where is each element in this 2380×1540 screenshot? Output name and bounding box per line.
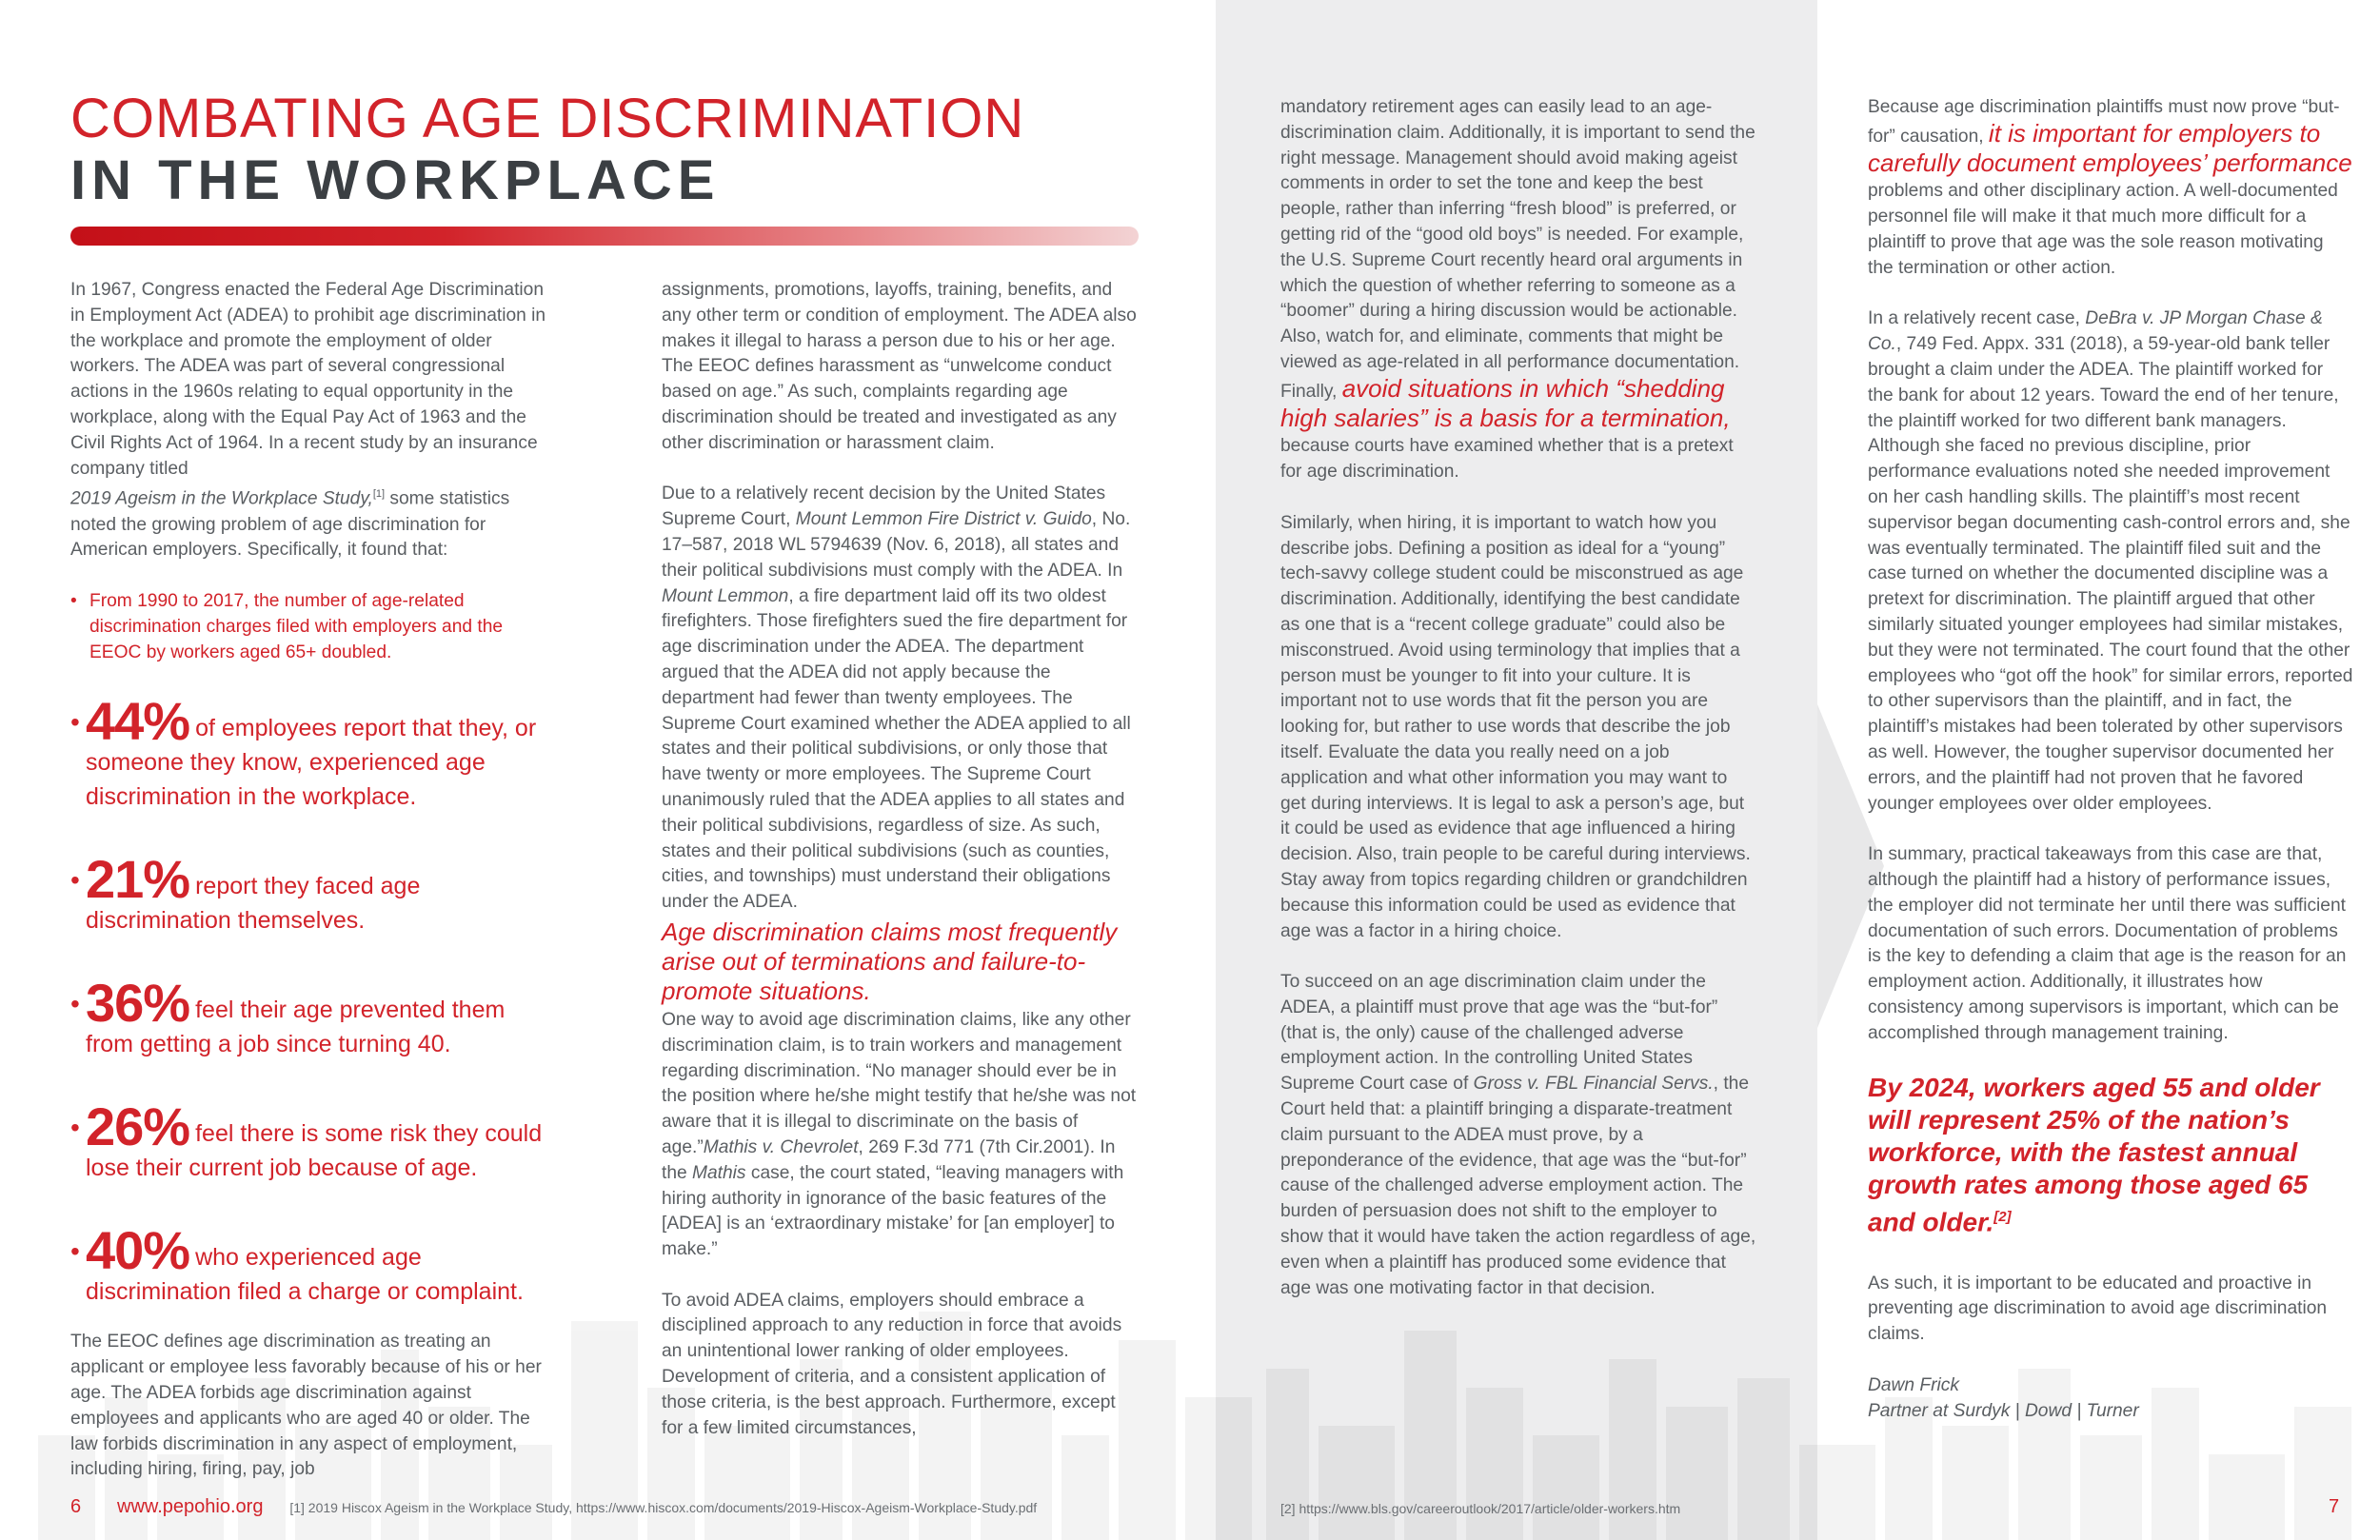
text-span: In a relatively recent case, xyxy=(1868,308,2086,329)
text-span: mandatory retirement ages can easily lead to an age-discrimination claim. Additionally, it is important to send the right message. Management should avoid making ageist comments in order to set the tone and keep the best people, rather than inferring “fresh blood” is preferred, or getting rid of the “good old boys” is needed. For example, the U.S. Supreme Court recently heard oral arguments in which the question of whether referring to someone as a “boomer” during a hiring discussion would be actionable. Also, watch for, and eliminate, comments that might be viewed as age-related in all performance documentation. Finally, xyxy=(1280,97,1755,402)
workforce-callout xyxy=(1868,1072,2353,1238)
column-3 xyxy=(1280,95,1756,1301)
text-span: , 269 F.3d 771 (7th Cir.2001). In the xyxy=(662,1136,1116,1183)
title-line-2: IN THE WORKPLACE xyxy=(70,149,721,211)
stat-text: of employees report that they, or someone they know, experienced age discrimination in the workplace. xyxy=(86,715,537,811)
page-number-left: 6 xyxy=(70,1496,82,1517)
stat-item xyxy=(70,691,546,814)
stat-item xyxy=(70,1096,546,1185)
text-span: case, the court stated, “leaving managers with hiring authority in ignorance of the basic features of the [ADEA] is an ‘extraordinary mistake’ for [an employer] to make.” xyxy=(662,1162,1124,1260)
but-for-paragraph xyxy=(1280,970,1756,1301)
author-name: Dawn Frick xyxy=(1868,1374,1959,1395)
documentation-paragraph xyxy=(1868,95,2353,282)
text-span: Because age discrimination plaintiffs must now prove “but-for” causation, xyxy=(1868,97,2340,147)
case-name: Gross v. FBL Financial Servs. xyxy=(1473,1074,1714,1095)
stat-value: 36% xyxy=(86,973,190,1034)
stat-text: who experienced age discrimination filed a charge or complaint. xyxy=(86,1244,524,1306)
title-underline-bar xyxy=(70,227,1139,246)
column-4 xyxy=(1868,95,2353,1424)
pull-quote-documentation: it is important for employers to carefully document employees’ performance xyxy=(1868,118,2352,177)
footnote-ref-2: [2] xyxy=(1993,1209,2012,1226)
training-paragraph xyxy=(662,1008,1138,1263)
hiring-paragraph: Similarly, when hiring, it is important to watch how you describe jobs. Defining a position as ideal for a “young” tech-savvy college student could be misconstrued as age discrimination. Additionally, identifying the best candidate as one that is a “recent college graduate” could also be misconstrued. Avoid using terminology that implies that a person must be younger to fit into your culture. It is important not to use words that fit the person you are looking for, but rather to use words that describe the job itself. Evaluate the data you really need on a job application and what other information you may want to get during interviews. It is legal to ask a person’s age, but it could be used as evidence that age influenced a hiring decision. Also, train people to be careful during interviews. Stay away from topics regarding children or grandchildren because this information could be used as evidence that age was a factor in a hiring choice. xyxy=(1280,512,1751,941)
page-number-right: 7 xyxy=(2329,1496,2340,1517)
summary-paragraph: In summary, practical takeaways from this case are that, although the plaintiff had a history of performance issues, the employer did not terminate her until there was sufficient documentation of such errors. Documentation of problems is the key to defending a claim that age is the reason for an employment action. Additionally, it illustrates how consistency among supervisors is important, which can be accomplished through management training. xyxy=(1868,844,2347,1043)
text-span: , No. 17–587, 2018 WL 5794639 (Nov. 6, 2018), all states and their political subdivisions must comply with the ADEA. In xyxy=(662,509,1131,581)
stat-text: feel their age prevented them from getting a job since turning 40. xyxy=(86,997,506,1058)
case-name: Mathis xyxy=(692,1162,746,1183)
mount-lemmon-paragraph xyxy=(662,482,1138,916)
left-footer xyxy=(70,1496,1037,1518)
stat-item xyxy=(70,1220,546,1309)
text-span: Due to a relatively recent decision by the United States Supreme Court, xyxy=(662,484,1106,530)
stat-item xyxy=(70,973,546,1061)
footnote-ref-1: [1] xyxy=(372,488,386,501)
stat-value: 26% xyxy=(86,1096,190,1157)
text-span: because courts have examined whether that is a pretext for age discrimination. xyxy=(1280,436,1734,483)
intro-text-end: some statistics noted the growing problem of age discrimination for American employers. Specifically, it found that: xyxy=(70,488,510,561)
case-name: Mount Lemmon Fire District v. Guido xyxy=(795,509,1092,530)
stat-value: 44% xyxy=(86,691,190,752)
debra-case-paragraph xyxy=(1868,306,2353,817)
column-2 xyxy=(662,278,1138,1441)
column-1 xyxy=(70,278,546,1483)
case-name: Mount Lemmon xyxy=(662,585,789,606)
title-line-1: COMBATING AGE DISCRIMINATION xyxy=(70,88,1025,149)
stat-text: report they faced age discrimination themselves. xyxy=(86,873,421,935)
stat-value: 40% xyxy=(86,1220,190,1281)
author-title: Partner at Surdyk | Dowd | Turner xyxy=(1868,1400,2139,1421)
eeoc-definition-paragraph: The EEOC defines age discrimination as treating an applicant or employee less favorably because of his or her age. The ADEA forbids age discrimination against employees and applicants who are aged 40 or older. The law forbids discrimination in any aspect of employment, including hiring, firing, pay, job xyxy=(70,1332,542,1480)
study-title: 2019 Ageism in the Workplace Study, xyxy=(70,488,373,509)
text-span: One way to avoid age discrimination claims, like any other discrimination claim, is to train workers and management regarding discrimination. “No manager should ever be in the position where he/she might testify that he/she was not aware that it is illegal to discriminate on the basis of age.” xyxy=(662,1009,1137,1157)
text-span: , 749 Fed. Appx. 331 (2018), a 59-year-old bank teller brought a claim under the ADEA. The plaintiff worked for the bank for about 12 years. Toward the end of her tenure, the plaintiff worked for two different bank managers. Although she faced no previous discipline, prior performance evaluations noted she needed improvement on her cash handling skills. The plaintiff’s most recent supervisor began documenting cash-control errors and, she was eventually terminated. The plaintiff filed suit and the case turned on whether the documented discipline was a pretext for discrimination. The plaintiff argued that other similarly situated younger employees had similar mistakes, but they were not terminated. The court found that the other employees who “got off the hook” for similar errors, reported to other supervisors than the plaintiff, and in fact, the plaintiff’s mistakes had been tolerated by other supervisors as well. However, the tougher supervisor documented her errors, and the plaintiff had not proven that he favored younger employees over older employees. xyxy=(1868,334,2353,814)
case-name: DeBra v. JP Morgan Chase & Co. xyxy=(1868,308,2323,355)
case-name: Mathis v. Chevrolet xyxy=(703,1136,859,1157)
intro-paragraph xyxy=(70,278,546,563)
pull-quote-terminations: Age discrimination claims most frequently arise out of terminations and failure-to-promote situations. xyxy=(662,917,1118,1005)
stat-value: 21% xyxy=(86,849,190,910)
footnote-1: [1] 2019 Hiscox Ageism in the Workplace Study, https://www.hiscox.com/documents/2019-Hiscox-Ageism-Workplace-Study.pdf xyxy=(289,1500,1038,1515)
intro-text: In 1967, Congress enacted the Federal Age Discrimination in Employment Act (ADEA) to prohibit age discrimination in the workplace and promote the employment of older workers. The ADEA was part of several congressional actions in the 1960s relating to equal opportunity in the workplace, along with the Equal Pay Act of 1963 and the Civil Rights Act of 1964. In a recent study by an insurance company titled xyxy=(70,280,546,479)
stat-text: feel there is some risk they could lose their current job because of age. xyxy=(86,1120,543,1182)
pull-quote-salaries: avoid situations in which “shedding high salaries” is a basis for a termination, xyxy=(1280,373,1731,432)
harassment-paragraph: assignments, promotions, layoffs, training, benefits, and any other term or condition of employment. The ADEA also makes it illegal to harass a person due to his or her age. The EEOC defines harassment as “unwelcome conduct based on age.” As such, complaints regarding age discrimination should be treated and investigated as any other discrimination or harassment claim. xyxy=(662,280,1137,453)
reduction-in-force-paragraph: To avoid ADEA claims, employers should embrace a disciplined approach to any reduction in force that avoids an unintentional lower ranking of older employees. Development of criteria, and a consistent application of those criteria, is the best approach. Furthermore, except for a few limited circumstances, xyxy=(662,1290,1122,1438)
article-title xyxy=(70,88,1024,211)
text-span: To succeed on an age discrimination claim under the ADEA, a plaintiff must prove that age was the “but-for” (that is, the only) cause of the challenged adverse employment action. In the controlling United States Supreme Court case of xyxy=(1280,972,1718,1095)
callout-text: By 2024, workers aged 55 and older will represent 25% of the nation’s workforce, with the fastest annual growth rates among those aged 65 and older. xyxy=(1868,1073,2320,1237)
website-link[interactable]: www.pepohio.org xyxy=(117,1496,264,1517)
text-span: problems and other disciplinary action. A well-documented personnel file will make it that much more difficult for a plaintiff to prove that age was the sole reason motivating the termination or other action. xyxy=(1868,181,2338,278)
doubled-charges-bullet: • From 1990 to 2017, the number of age-related discrimination charges filed with employers and the EEOC by workers aged 65+ doubled. xyxy=(70,589,546,665)
conclusion-paragraph: As such, it is important to be educated and proactive in preventing age discrimination to avoid age discrimination claims. xyxy=(1868,1273,2328,1345)
text-span: , the Court held that: a plaintiff bringing a disparate-treatment claim pursuant to the ADEA must prove, by a preponderance of the evidence, that age was the “but-for” cause of the challenged adverse employment action. The burden of persuasion does not shift to the employer to show that it would have taken the action regardless of age, even when a plaintiff has produced some evidence that age was one motivating factor in that decision. xyxy=(1280,1074,1756,1298)
stat-item xyxy=(70,849,546,938)
ageist-comments-paragraph xyxy=(1280,95,1756,485)
text-span: , a fire department laid off its two oldest firefighters. Those firefighters sued the fire department for age discrimination under the ADEA. The department argued that the ADEA did not apply because the department had fewer than twenty employees. The Supreme Court examined whether the ADEA applied to all states and their political subdivisions, or only those that have twenty or more employees. The Supreme Court unanimously ruled that the ADEA applies to all states and their political subdivisions, regardless of size. As such, states and their political subdivisions (such as counties, cities, and townships) must understand their obligations under the ADEA. xyxy=(662,585,1131,913)
footnote-2: [2] https://www.bls.gov/careeroutlook/2017/article/older-workers.htm xyxy=(1280,1501,1681,1516)
author-signature xyxy=(1868,1373,2353,1425)
